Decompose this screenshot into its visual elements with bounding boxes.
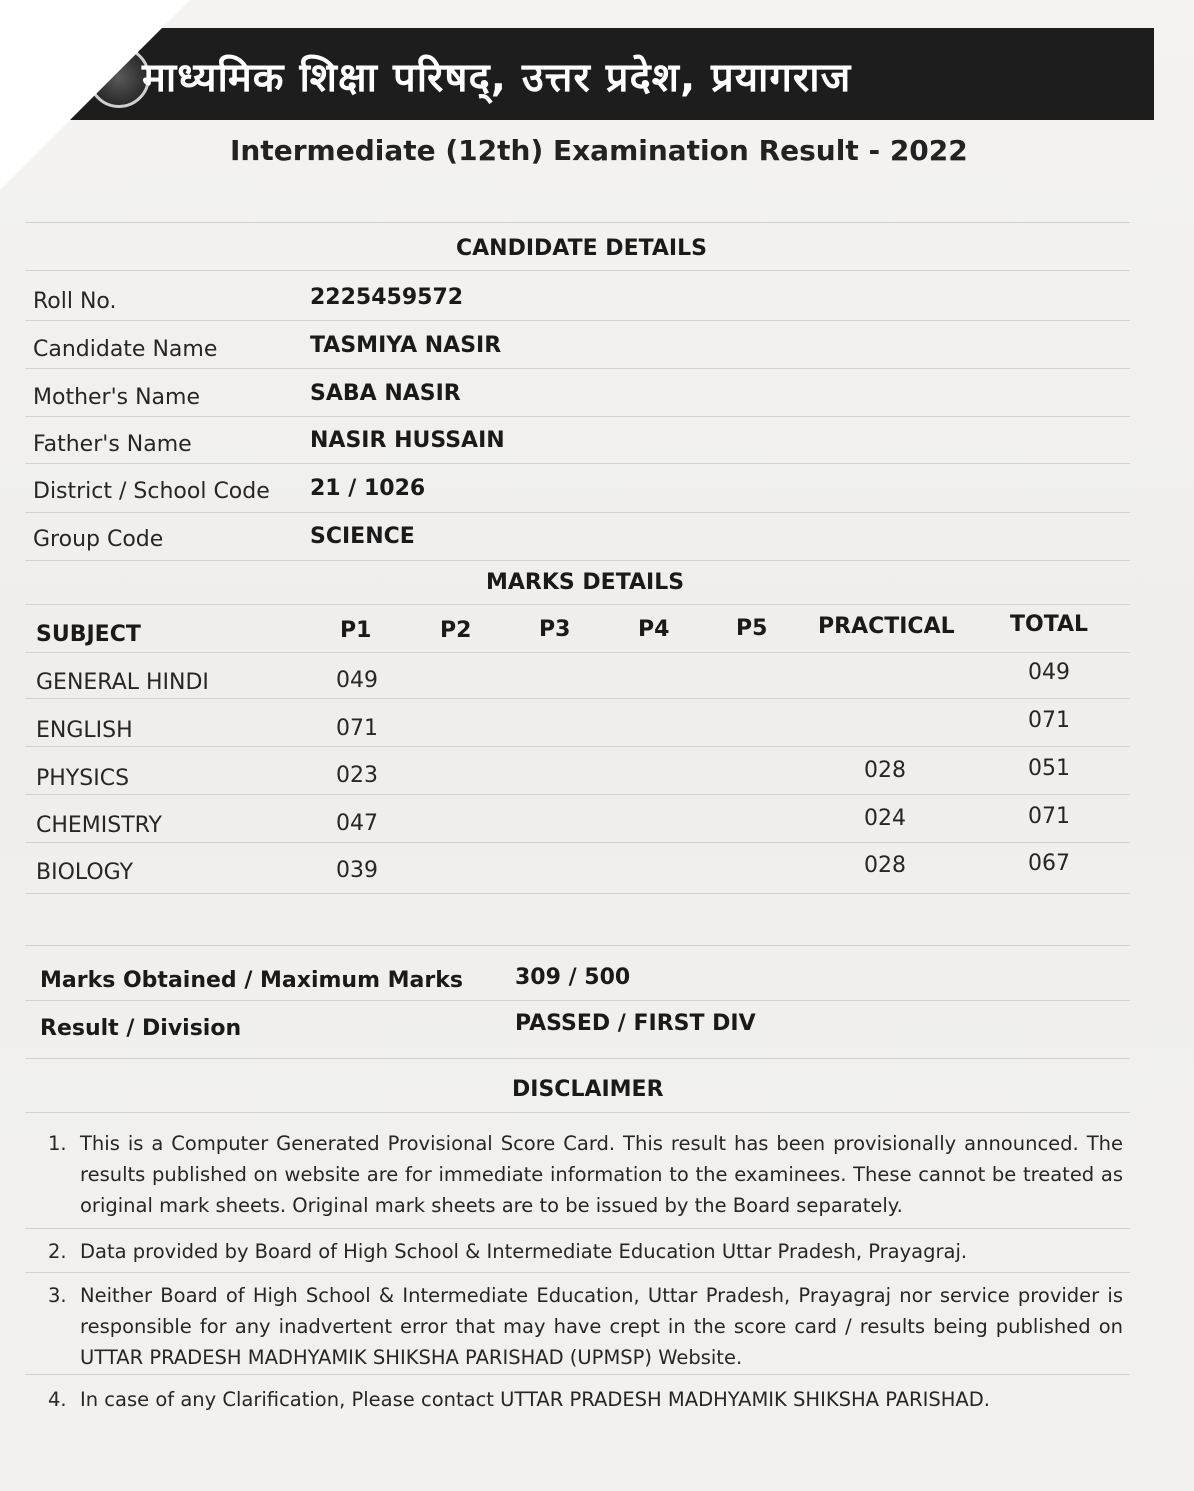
practical-cell: 028 xyxy=(864,853,906,878)
mothers-name-label: Mother's Name xyxy=(33,385,200,410)
disclaimer-number: 3. xyxy=(48,1284,67,1307)
disclaimer-item xyxy=(48,1384,1123,1415)
disclaimer-number: 1. xyxy=(48,1132,67,1155)
subject-header: SUBJECT xyxy=(36,622,141,647)
divider xyxy=(25,270,1130,271)
subject-cell: CHEMISTRY xyxy=(36,813,162,838)
roll-no-label: Roll No. xyxy=(33,289,117,314)
subject-cell: GENERAL HINDI xyxy=(36,670,209,695)
divider xyxy=(25,1228,1130,1229)
fathers-name-label: Father's Name xyxy=(33,432,192,457)
disclaimer-text: This is a Computer Generated Provisional Score Card. This result has been provisionally announced. The results published on website are for immediate information to the examinees. These cannot be treated as original mark sheets. Original mark sheets are to be issued by the Board separately. xyxy=(80,1132,1123,1217)
p1-header: P1 xyxy=(340,618,372,643)
folded-corner xyxy=(0,0,190,190)
subject-cell: PHYSICS xyxy=(36,766,130,791)
divider xyxy=(25,1112,1130,1113)
disclaimer-title: DISCLAIMER xyxy=(512,1077,664,1102)
result-division-value: PASSED / FIRST DIV xyxy=(515,1011,756,1036)
candidate-name-value: TASMIYA NASIR xyxy=(310,333,502,358)
p3-header: P3 xyxy=(539,617,571,642)
divider xyxy=(25,893,1130,894)
divider xyxy=(25,794,1130,795)
header-bar xyxy=(60,28,1154,120)
p2-header: P2 xyxy=(440,618,472,643)
divider xyxy=(25,512,1130,513)
disclaimer-text: Data provided by Board of High School & Intermediate Education Uttar Pradesh, Prayagraj. xyxy=(80,1240,968,1263)
total-cell: 051 xyxy=(1028,756,1070,781)
p1-cell: 023 xyxy=(336,763,378,788)
board-name: माध्यमिक शिक्षा परिषद्, उत्तर प्रदेश, प्रयागराज xyxy=(142,55,852,101)
disclaimer-number: 2. xyxy=(48,1240,67,1263)
marks-details-title: MARKS DETAILS xyxy=(486,570,685,595)
marks-obtained-label: Marks Obtained / Maximum Marks xyxy=(40,968,463,993)
district-school-code-value: 21 / 1026 xyxy=(310,476,426,501)
mothers-name-value: SABA NASIR xyxy=(310,381,461,406)
disclaimer-item xyxy=(48,1128,1123,1221)
disclaimer-item xyxy=(48,1236,1123,1267)
divider xyxy=(25,560,1130,561)
total-cell: 071 xyxy=(1028,804,1070,829)
subject-cell: BIOLOGY xyxy=(36,860,134,885)
divider xyxy=(25,652,1130,653)
district-school-code-label: District / School Code xyxy=(33,479,270,504)
disclaimer-text: In case of any Clarification, Please contact UTTAR PRADESH MADHYAMIK SHIKSHA PARISHAD. xyxy=(80,1388,990,1411)
p5-header: P5 xyxy=(736,616,768,641)
divider xyxy=(25,1058,1130,1059)
divider xyxy=(25,320,1130,321)
divider xyxy=(25,842,1130,843)
practical-header: PRACTICAL xyxy=(818,614,955,639)
group-code-label: Group Code xyxy=(33,527,164,552)
exam-title: Intermediate (12th) Examination Result - 2022 xyxy=(230,134,968,167)
divider xyxy=(25,463,1130,464)
practical-cell: 024 xyxy=(864,806,906,831)
disclaimer-item xyxy=(48,1280,1123,1373)
disclaimer-text: Neither Board of High School & Intermediate Education, Uttar Pradesh, Prayagraj nor service provider is responsible for any inadvertent error that may have crept in the score card / results being published on UTTAR PRADESH MADHYAMIK SHIKSHA PARISHAD (UPMSP) Website. xyxy=(80,1284,1123,1369)
total-cell: 049 xyxy=(1028,660,1070,685)
divider xyxy=(25,746,1130,747)
candidate-details-title: CANDIDATE DETAILS xyxy=(456,236,707,261)
p1-cell: 071 xyxy=(336,716,378,741)
practical-cell: 028 xyxy=(864,758,906,783)
group-code-value: SCIENCE xyxy=(310,524,415,549)
subject-cell: ENGLISH xyxy=(36,718,133,743)
divider xyxy=(25,222,1130,223)
total-header: TOTAL xyxy=(1010,612,1089,637)
divider xyxy=(25,1272,1130,1273)
result-division-label: Result / Division xyxy=(40,1016,242,1041)
divider xyxy=(25,604,1130,605)
fathers-name-value: NASIR HUSSAIN xyxy=(310,428,505,453)
p1-cell: 039 xyxy=(336,858,378,883)
divider xyxy=(25,945,1130,946)
divider xyxy=(25,1374,1130,1375)
roll-no-value: 2225459572 xyxy=(310,285,464,310)
p4-header: P4 xyxy=(638,617,670,642)
divider xyxy=(25,416,1130,417)
divider xyxy=(25,1000,1130,1001)
total-cell: 067 xyxy=(1028,851,1070,876)
candidate-name-label: Candidate Name xyxy=(33,337,218,362)
p1-cell: 047 xyxy=(336,811,378,836)
total-cell: 071 xyxy=(1028,708,1070,733)
disclaimer-number: 4. xyxy=(48,1388,67,1411)
marks-obtained-value: 309 / 500 xyxy=(515,965,631,990)
divider xyxy=(25,368,1130,369)
divider xyxy=(25,698,1130,699)
p1-cell: 049 xyxy=(336,668,378,693)
